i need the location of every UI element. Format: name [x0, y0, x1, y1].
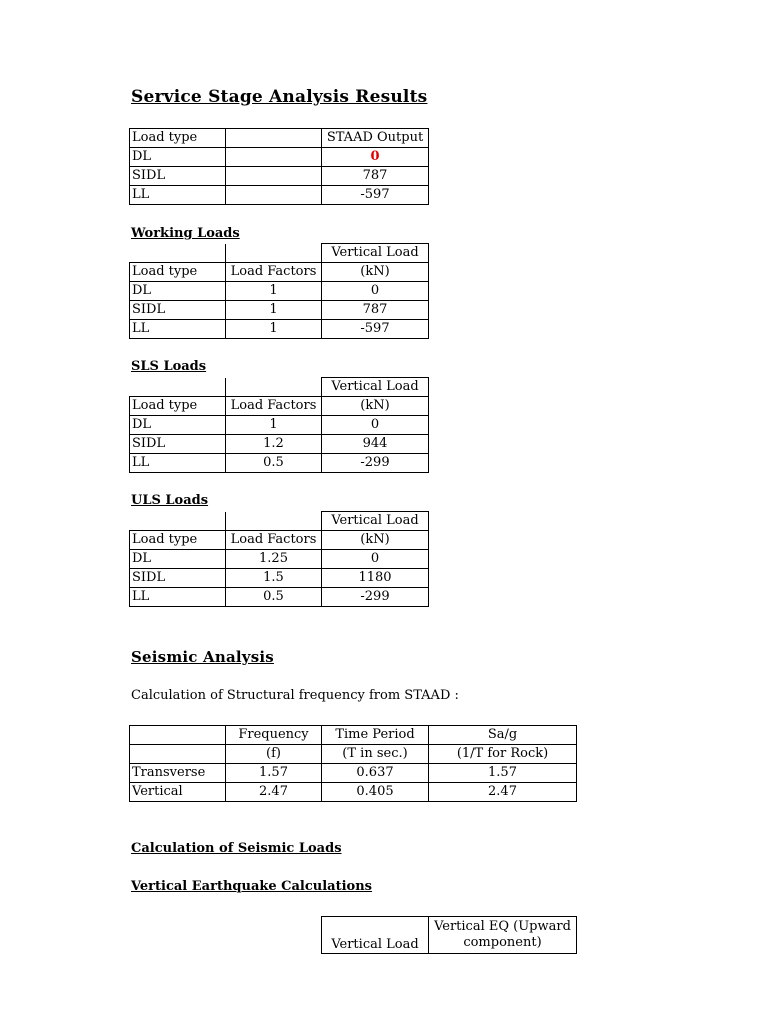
seismic-frequency-table — [129, 725, 577, 802]
header-unit: (kN) — [322, 397, 429, 416]
cell-load-type: SIDL — [130, 435, 226, 454]
table-header-row — [130, 397, 429, 416]
cell-load-factor: 1.2 — [226, 435, 322, 454]
table-row — [130, 550, 429, 569]
table-header-row — [130, 531, 429, 550]
header-vertical-eq: Vertical EQ (Upward component) — [429, 917, 577, 954]
cell-frequency: 2.47 — [226, 783, 322, 802]
seismic-loads-heading: Calculation of Seismic Loads — [131, 841, 342, 856]
cell-sag: 2.47 — [429, 783, 577, 802]
header-vertical-load: Vertical Load — [322, 917, 429, 954]
cell-direction: Vertical — [130, 783, 226, 802]
cell-load-type: LL — [130, 320, 226, 339]
table-header-row — [130, 129, 429, 148]
cell-load-type: LL — [130, 186, 226, 205]
header-time-period: Time Period — [322, 726, 429, 745]
header-unit: (kN) — [322, 263, 429, 282]
working-loads-heading: Working Loads — [131, 226, 240, 241]
cell-load-type: LL — [130, 588, 226, 607]
header-frequency-unit: (f) — [226, 745, 322, 764]
service-output-table — [129, 128, 429, 205]
header-vertical-load: Vertical Load — [322, 244, 429, 263]
cell-staad-output: 787 — [322, 167, 429, 186]
header-load-type: Load type — [130, 129, 226, 148]
table-row — [130, 186, 429, 205]
cell-load-type: SIDL — [130, 301, 226, 320]
header-empty — [130, 726, 226, 745]
cell-load-type: DL — [130, 282, 226, 301]
working-loads-table — [129, 243, 429, 339]
cell-load-factor: 1 — [226, 282, 322, 301]
cell-load-type: SIDL — [130, 167, 226, 186]
seismic-intro-text: Calculation of Structural frequency from STAAD : — [131, 688, 459, 703]
table-row — [130, 301, 429, 320]
header-sag-unit: (1/T for Rock) — [429, 745, 577, 764]
table-row — [130, 435, 429, 454]
header-unit: (kN) — [322, 531, 429, 550]
table-row — [130, 588, 429, 607]
cell-vertical-load: 1180 — [322, 569, 429, 588]
sls-loads-table — [129, 377, 429, 473]
table-header-row — [130, 263, 429, 282]
header-sag: Sa/g — [429, 726, 577, 745]
cell-vertical-load: 0 — [322, 282, 429, 301]
cell-staad-output: -597 — [322, 186, 429, 205]
cell-load-factor: 1 — [226, 416, 322, 435]
table-row — [130, 148, 429, 167]
header-load-type: Load type — [130, 263, 226, 282]
table-header-row — [130, 726, 577, 745]
header-load-factors: Load Factors — [226, 531, 322, 550]
table-header-row — [322, 917, 577, 954]
cell-load-factor: 1 — [226, 301, 322, 320]
table-row — [130, 569, 429, 588]
header-load-factors: Load Factors — [226, 263, 322, 282]
seismic-analysis-heading: Seismic Analysis — [131, 648, 274, 666]
header-empty — [226, 129, 322, 148]
header-time-period-unit: (T in sec.) — [322, 745, 429, 764]
uls-loads-table — [129, 511, 429, 607]
header-empty — [130, 745, 226, 764]
vertical-eq-heading: Vertical Earthquake Calculations — [131, 879, 372, 894]
sls-loads-heading: SLS Loads — [131, 359, 207, 374]
cell-load-type: SIDL — [130, 569, 226, 588]
table-row — [130, 320, 429, 339]
header-staad-output: STAAD Output — [322, 129, 429, 148]
cell-vertical-load: 787 — [322, 301, 429, 320]
page-title: Service Stage Analysis Results — [131, 87, 428, 107]
cell-frequency: 1.57 — [226, 764, 322, 783]
table-row — [130, 416, 429, 435]
cell-vertical-load: 0 — [322, 550, 429, 569]
table-row — [130, 454, 429, 473]
cell-load-factor: 1 — [226, 320, 322, 339]
cell-load-factor: 0.5 — [226, 588, 322, 607]
cell-vertical-load: -299 — [322, 454, 429, 473]
table-row — [130, 167, 429, 186]
cell-vertical-load: -597 — [322, 320, 429, 339]
cell-time-period: 0.637 — [322, 764, 429, 783]
table-row — [130, 764, 577, 783]
cell-staad-output: 0 — [322, 148, 429, 167]
cell-load-type: DL — [130, 416, 226, 435]
vertical-eq-table — [321, 916, 577, 954]
cell-direction: Transverse — [130, 764, 226, 783]
cell-time-period: 0.405 — [322, 783, 429, 802]
header-load-type: Load type — [130, 531, 226, 550]
header-frequency: Frequency — [226, 726, 322, 745]
cell-load-factor: 1.25 — [226, 550, 322, 569]
cell-load-type: DL — [130, 550, 226, 569]
cell-load-factor: 0.5 — [226, 454, 322, 473]
table-row — [130, 282, 429, 301]
header-vertical-load: Vertical Load — [322, 512, 429, 531]
cell-load-type: DL — [130, 148, 226, 167]
cell-sag: 1.57 — [429, 764, 577, 783]
header-vertical-load: Vertical Load — [322, 378, 429, 397]
header-load-type: Load type — [130, 397, 226, 416]
cell-vertical-load: 0 — [322, 416, 429, 435]
table-row — [130, 783, 577, 802]
cell-vertical-load: 944 — [322, 435, 429, 454]
cell-vertical-load: -299 — [322, 588, 429, 607]
cell-load-type: LL — [130, 454, 226, 473]
uls-loads-heading: ULS Loads — [131, 493, 209, 508]
table-header-row — [130, 745, 577, 764]
cell-load-factor: 1.5 — [226, 569, 322, 588]
header-load-factors: Load Factors — [226, 397, 322, 416]
